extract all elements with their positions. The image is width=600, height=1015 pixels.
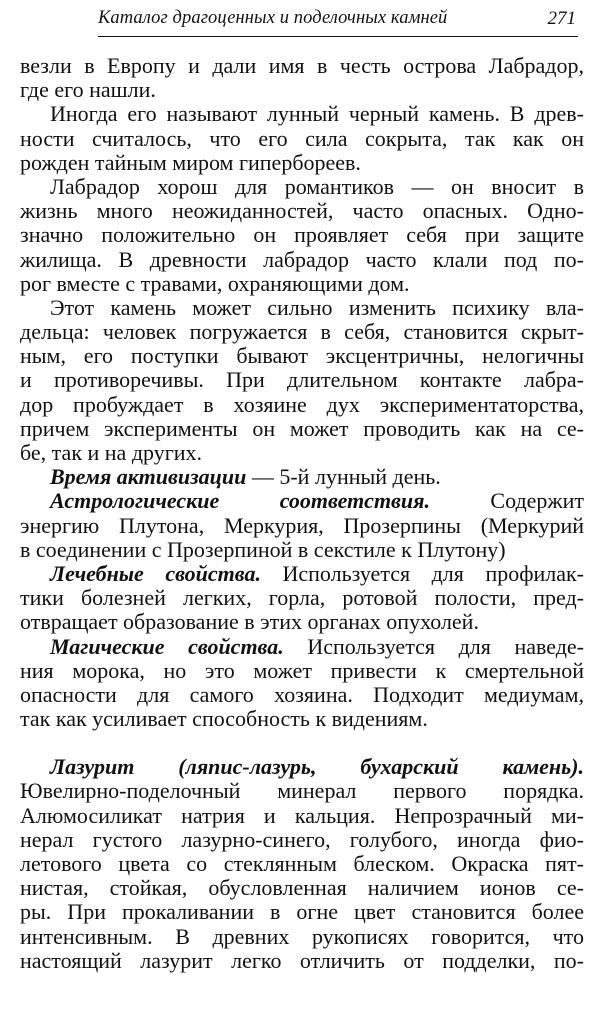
text-line [20,804,584,828]
line-text: Ювелирно-поделочный минерал первого порядка. [20,779,584,804]
line-text: нерал густого лазурно-синего, голубого, иногда фио- [20,827,584,852]
text-line [20,248,584,272]
text-line [20,828,584,852]
line-text: отвращает образование в этих органах опухолей. [20,610,479,635]
line-text: ния морока, но это может привести к смертельной [20,658,584,683]
text-line [20,199,584,223]
line-text: в соединении с Прозерпиной в секстиле к Плутону) [20,537,506,562]
line-text: — 5-й лунный день. [246,465,441,490]
text-line [20,900,584,924]
bold-italic-heading: Магические свойства. [50,634,284,659]
line-text: тики болезней легких, горла, ротовой полости, пред- [20,586,584,611]
text-line [20,852,584,876]
line-text: значно положительно он проявляет себя при защите [20,223,584,248]
line-text: ры. При прокаливании в огне цвет становится более [20,900,584,925]
line-text: и противоречивы. При длительном контакте лабра- [20,368,584,393]
line-text: Алюмосиликат натрия и кальция. Непрозрачный ми- [20,803,584,828]
text-line [20,610,584,634]
line-text: Этот камень может сильно изменить психику вла- [50,295,584,320]
line-text: жилища. В древности лабрадор часто клали под по- [20,247,584,272]
page-number: 271 [547,8,576,29]
line-text: рог вместе с травами, охраняющими дом. [20,271,410,296]
bold-italic-heading: Лечебные свойства. [50,561,261,586]
line-text: Лабрадор хорош для романтиков — он вносит в [50,174,584,199]
text-line [20,586,584,610]
line-text: дор пробуждает в хозяине дух экспериментаторства, [20,392,584,417]
bold-italic-heading: Лазурит (ляпис-лазурь, бухарский камень). [50,755,584,780]
text-line [20,296,584,320]
text-line [20,562,584,586]
line-text: причем эксперименты он может проводить как на се- [20,416,584,441]
text-line [20,538,584,562]
text-line [20,102,584,126]
bold-italic-heading: Астрологические соответствия. [50,489,430,514]
text-line [20,151,584,175]
text-line [20,393,584,417]
line-text: Иногда его называют лунный черный камень. В древ- [50,102,584,127]
text-line [20,441,584,465]
line-text: летового цвета со стеклянным блеском. Окраска пят- [20,852,584,876]
body-text [20,54,584,973]
text-line [20,779,584,803]
text-line [20,272,584,296]
running-header [98,6,578,37]
line-text: Используется для наведе- [283,634,584,659]
line-text: опасности для самого хозяина. Подходит медиумам, [20,682,584,707]
text-line [20,78,584,102]
line-text: интенсивным. В древних рукописях говорится, что [20,924,584,949]
line-text: дельца: человек погружается в себя, становится скрыт- [20,320,584,345]
text-line [20,659,584,683]
bold-italic-heading: Время активизации [50,465,247,490]
text-line [20,514,584,538]
line-text: жизнь много неожиданностей, часто опасных. Одно- [20,199,584,224]
line-text: энергию Плутона, Меркурия, Прозерпины (Меркурий [20,513,584,538]
text-line [20,683,584,707]
text-line [20,489,584,513]
text-line [20,876,584,900]
text-line [20,223,584,247]
text-line [20,465,584,489]
text-line [20,54,584,78]
text-line [20,417,584,441]
line-text: нистая, стойкая, обусловленная наличием ионов се- [20,876,584,901]
text-line [20,707,584,731]
text-line [20,344,584,368]
line-text: Содержит [429,489,584,514]
line-text: где его нашли. [20,78,156,103]
text-line [20,949,584,973]
header-title: Каталог драгоценных и поделочных камней [98,8,448,28]
line-text: ности считалось, что его сила сокрыта, так как он [20,126,584,151]
line-text: так как усиливает способность к видениям. [20,707,428,732]
line-text: ным, его поступки бывают эксцентричны, нелогичны [20,344,584,369]
text-line [20,925,584,949]
text-line [20,320,584,344]
text-line [20,635,584,659]
line-text: бе, так и на других. [20,441,203,465]
line-text: рожден тайным миром гипербореев. [20,150,361,175]
section-gap [20,731,584,755]
text-line [20,127,584,151]
line-text: настоящий лазурит легко отличить от подделки, по- [20,948,584,973]
text-line [20,755,584,779]
text-line [20,175,584,199]
line-text: Используется для профилак- [260,561,584,586]
text-line [20,368,584,392]
line-text: везли в Европу и дали имя в честь острова Лабрадор, [20,54,584,78]
